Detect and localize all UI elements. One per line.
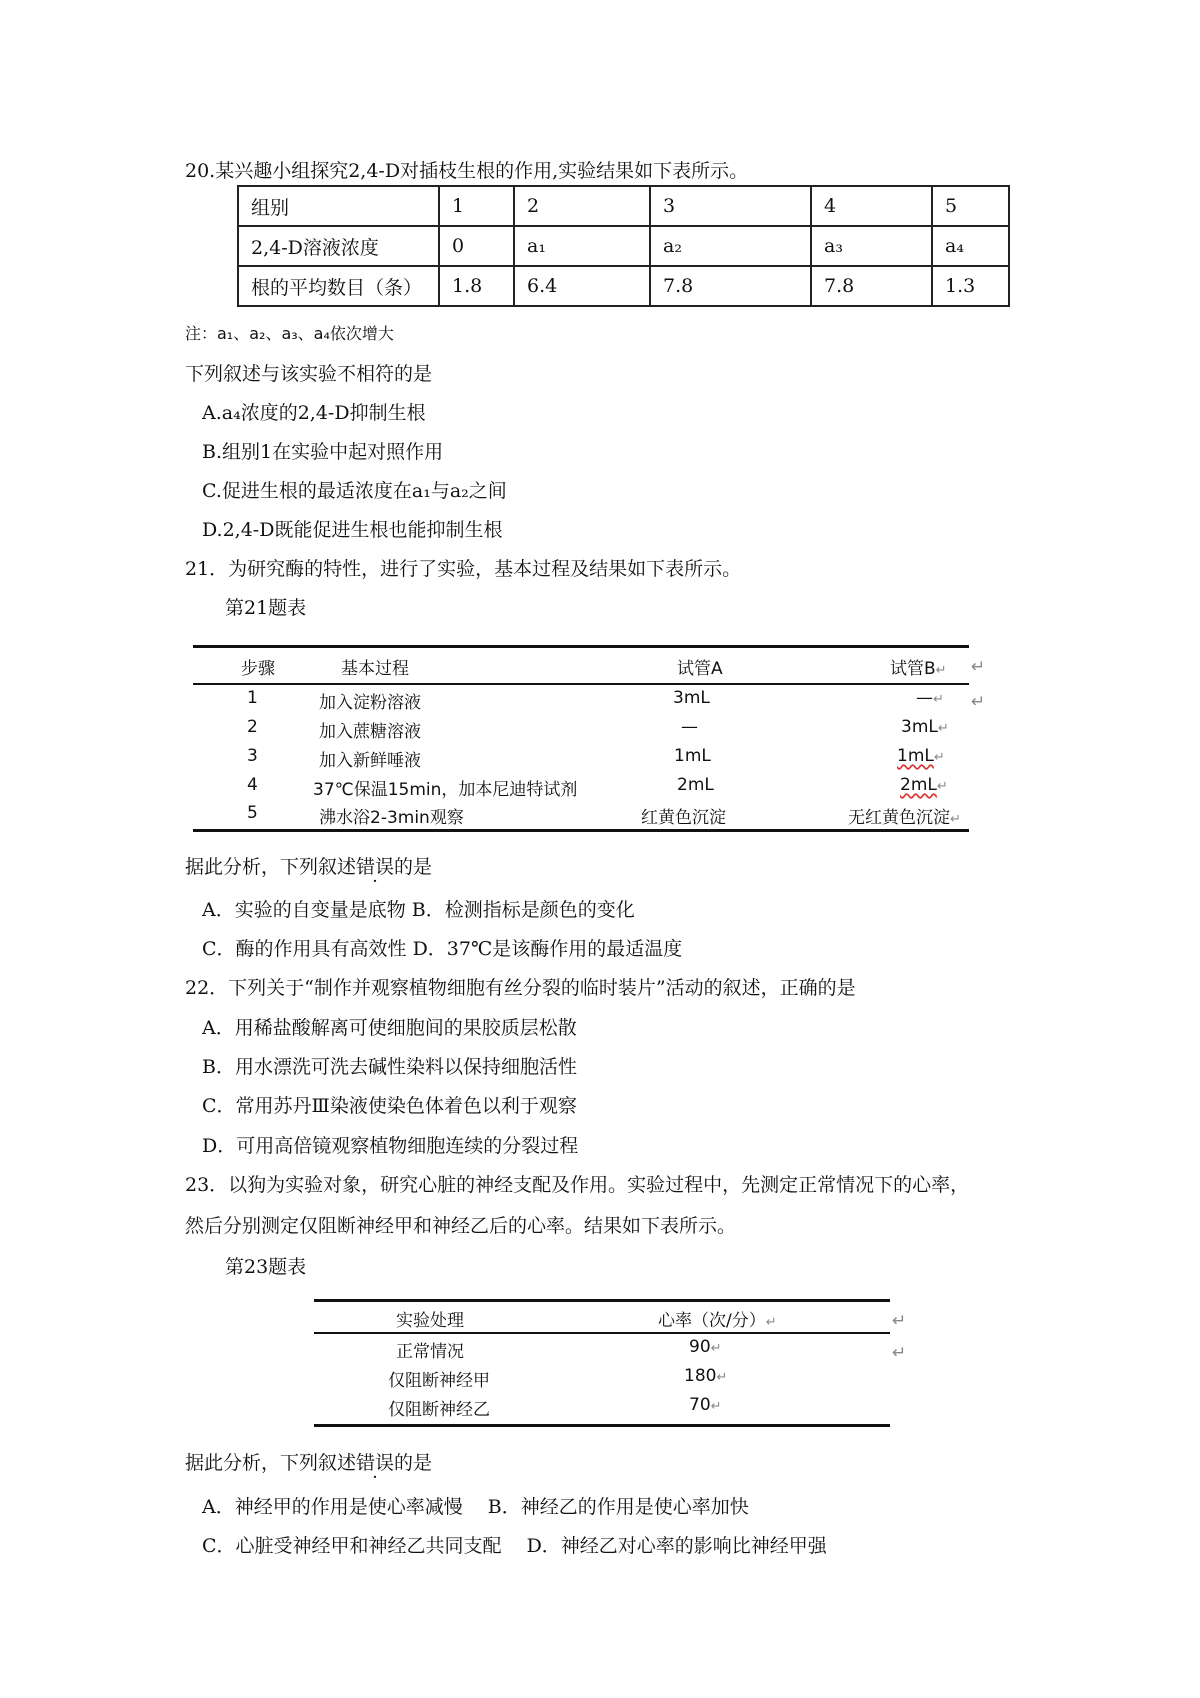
- emphasis-text: 错误: [356, 856, 395, 878]
- q23-stem-line-1: 23．以狗为实验对象，研究心脏的神经支配及作用。实验过程中，先测定正常情况下的心率，: [185, 1174, 970, 1196]
- q20-note: 注：a₁、a₂、a₃、a₄依次增大: [185, 324, 394, 343]
- table-cell: [848, 803, 961, 828]
- q23-question: [185, 1448, 432, 1475]
- question-text: 的是: [394, 1452, 433, 1474]
- return-mark-icon: ↵: [892, 1311, 907, 1331]
- table-cell: 3mL: [673, 688, 710, 708]
- column-header: 步骤: [241, 659, 275, 679]
- table-cell: 3: [247, 746, 258, 766]
- table-cell: 1: [439, 186, 514, 226]
- table-cell: 4: [247, 775, 258, 795]
- column-header: 试管A: [677, 659, 723, 679]
- table-cell: 加入蔗糖溶液: [319, 722, 421, 742]
- table-rule: [314, 1299, 890, 1302]
- return-mark-icon: ↵: [933, 692, 944, 707]
- table-cell: 组别: [238, 186, 439, 226]
- return-mark-icon: ↵: [716, 1370, 728, 1385]
- return-mark-icon: ↵: [935, 663, 947, 678]
- return-mark-icon: ↵: [936, 779, 948, 794]
- table-rule: [193, 683, 969, 685]
- table-cell: [689, 1337, 722, 1357]
- table-cell: a₃: [811, 226, 932, 266]
- table-cell: [900, 775, 948, 795]
- table-cell: 1: [247, 688, 258, 708]
- table-cell: [689, 1395, 722, 1415]
- column-header: [890, 654, 947, 679]
- q20-question: 下列叙述与该实验不相符的是: [185, 363, 433, 385]
- table-cell-text: 1mL: [897, 746, 934, 766]
- question-text: 据此分析，下列叙述: [185, 1452, 357, 1474]
- q22-option-c: C．常用苏丹Ⅲ染液使染色体着色以利于观察: [202, 1095, 577, 1117]
- q20-option-b: B.组别1在实验中起对照作用: [202, 441, 444, 463]
- table-cell: [897, 746, 945, 766]
- column-header: 实验处理: [396, 1311, 464, 1331]
- q20-option-d: D.2,4-D既能促进生根也能抑制生根: [202, 519, 503, 541]
- table-cell: 4: [811, 186, 932, 226]
- table-cell: 根的平均数目（条）: [238, 266, 439, 306]
- table-cell: 加入新鲜唾液: [319, 751, 421, 771]
- table-cell: a₁: [514, 226, 650, 266]
- q21-options-line-2: C．酶的作用具有高效性 D．37℃是该酶作用的最适温度: [202, 938, 683, 960]
- column-header-text: 试管B: [890, 659, 936, 679]
- table-row: [238, 266, 1009, 306]
- table-cell-text: 180: [684, 1366, 717, 1386]
- q23-stem-line-2: 然后分别测定仅阻断神经甲和神经乙后的心率。结果如下表所示。: [185, 1215, 737, 1237]
- q21-caption: 第21题表: [225, 597, 307, 619]
- q20-option-a: A.a₄浓度的2,4-D抑制生根: [202, 402, 426, 424]
- return-mark-icon: ↵: [892, 1343, 907, 1363]
- table-rule: [314, 1332, 890, 1334]
- table-cell: 仅阻断神经乙: [388, 1400, 490, 1420]
- table-cell: 正常情况: [396, 1342, 464, 1362]
- table-cell-text: —: [916, 688, 933, 708]
- q22-option-d: D．可用高倍镜观察植物细胞连续的分裂过程: [202, 1135, 579, 1157]
- table-rule: [314, 1424, 890, 1427]
- table-cell: 7.8: [811, 266, 932, 306]
- q21-question: [185, 852, 432, 879]
- table-rule: [193, 829, 969, 832]
- return-mark-icon: ↵: [933, 750, 945, 765]
- table-cell: 1mL: [674, 746, 711, 766]
- table-row: [238, 186, 1009, 226]
- return-mark-icon: ↵: [710, 1399, 722, 1414]
- q23-caption: 第23题表: [225, 1256, 307, 1278]
- table-cell: 2,4-D溶液浓度: [238, 226, 439, 266]
- table-cell-text: 2mL: [900, 775, 937, 795]
- q23-options-line-1: A．神经甲的作用是使心率减慢 B．神经乙的作用是使心率加快: [202, 1496, 749, 1518]
- table-cell: 加入淀粉溶液: [319, 693, 421, 713]
- table-cell: 5: [247, 803, 258, 823]
- column-header: [658, 1306, 777, 1331]
- table-cell: 5: [932, 186, 1009, 226]
- q21-options-line-1: A．实验的自变量是底物 B．检测指标是颜色的变化: [202, 899, 635, 921]
- table-cell-text: 无红黄色沉淀: [848, 808, 950, 828]
- table-cell: 1.8: [439, 266, 514, 306]
- table-cell-text: 90: [689, 1337, 711, 1357]
- table-cell: 6.4: [514, 266, 650, 306]
- question-text: 的是: [394, 856, 433, 878]
- table-cell: 仅阻断神经甲: [388, 1371, 490, 1391]
- table-cell: 7.8: [650, 266, 811, 306]
- table-cell: —: [681, 717, 698, 737]
- return-mark-icon: ↵: [950, 812, 961, 827]
- return-mark-icon: ↵: [765, 1315, 777, 1330]
- table-cell: 2: [514, 186, 650, 226]
- table-rule: [193, 645, 969, 648]
- q21-stem: 21．为研究酶的特性，进行了实验，基本过程及结果如下表所示。: [185, 558, 742, 580]
- q22-stem: 22．下列关于“制作并观察植物细胞有丝分裂的临时装片”活动的叙述，正确的是: [185, 977, 856, 999]
- return-mark-icon: ↵: [971, 657, 986, 677]
- q20-stem: 20.某兴趣小组探究2,4-D对插枝生根的作用,实验结果如下表所示。: [185, 160, 749, 182]
- q23-options-line-2: C．心脏受神经甲和神经乙共同支配 D．神经乙对心率的影响比神经甲强: [202, 1535, 827, 1557]
- table-cell: a₂: [650, 226, 811, 266]
- table-cell-text: 70: [689, 1395, 711, 1415]
- table-cell: 2: [247, 717, 258, 737]
- q20-table: [237, 185, 1010, 307]
- emphasis-text: 错误: [356, 1452, 395, 1474]
- table-cell: a₄: [932, 226, 1009, 266]
- return-mark-icon: ↵: [710, 1341, 722, 1356]
- table-cell: 37℃保温15min，加本尼迪特试剂: [313, 780, 578, 800]
- question-text: 据此分析，下列叙述: [185, 856, 357, 878]
- column-header-text: 心率（次/分）: [658, 1311, 766, 1331]
- return-mark-icon: ↵: [937, 721, 949, 736]
- table-cell: 沸水浴2-3min观察: [319, 808, 464, 828]
- table-cell: [916, 688, 944, 708]
- table-cell: [901, 717, 949, 737]
- table-cell-text: 3mL: [901, 717, 938, 737]
- table-cell: 3: [650, 186, 811, 226]
- table-row: [238, 226, 1009, 266]
- q22-option-a: A．用稀盐酸解离可使细胞间的果胶质层松散: [202, 1017, 577, 1039]
- table-cell: 红黄色沉淀: [641, 808, 726, 828]
- table-cell: [684, 1366, 727, 1386]
- q20-option-c: C.促进生根的最适浓度在a₁与a₂之间: [202, 480, 507, 502]
- table-cell: 1.3: [932, 266, 1009, 306]
- return-mark-icon: ↵: [971, 692, 986, 712]
- table-cell: 0: [439, 226, 514, 266]
- column-header: 基本过程: [341, 659, 409, 679]
- table-cell: 2mL: [677, 775, 714, 795]
- q22-option-b: B．用水漂洗可洗去碱性染料以保持细胞活性: [202, 1056, 577, 1078]
